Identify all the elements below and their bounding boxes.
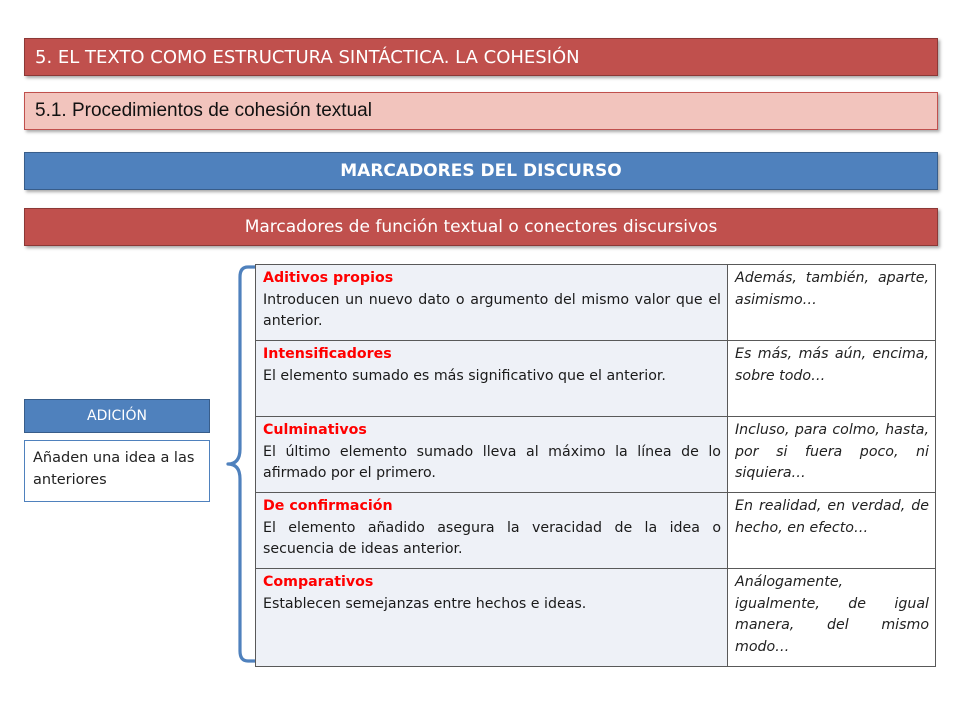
example-cell	[728, 417, 936, 493]
table-row	[256, 341, 936, 417]
curly-brace-icon	[210, 264, 260, 664]
type-cell	[256, 493, 728, 569]
example-cell	[728, 493, 936, 569]
marker-type: Comparativos	[263, 574, 374, 590]
marker-examples: Incluso, para colmo, hasta, por si fuera poco, ni siquiera…	[735, 422, 929, 481]
subsection-bar	[24, 208, 938, 246]
table-row	[256, 569, 936, 667]
type-cell	[256, 265, 728, 341]
table-row	[256, 417, 936, 493]
marker-type: Intensificadores	[263, 346, 392, 362]
marker-description: El último elemento sumado lleva al máximo la línea de lo afirmado por el primero.	[263, 443, 721, 481]
section-bar	[24, 152, 938, 190]
marker-examples: Además, también, aparte, asimismo…	[735, 270, 929, 308]
subsection-title: Marcadores de función textual o conectores discursivos	[244, 217, 718, 237]
example-cell	[728, 265, 936, 341]
page-subtitle: 5.1. Procedimientos de cohesión textual	[35, 100, 372, 121]
marker-description: El elemento añadido asegura la veracidad de la idea o secuencia de ideas anterior.	[263, 519, 721, 557]
marker-type: Aditivos propios	[263, 270, 394, 286]
subtitle-bar	[24, 92, 938, 130]
marker-type: Culminativos	[263, 422, 367, 438]
type-cell	[256, 569, 728, 667]
page-title: 5. EL TEXTO COMO ESTRUCTURA SINTÁCTICA. LA COHESIÓN	[35, 46, 580, 68]
category-label	[24, 399, 210, 433]
markers-table	[255, 264, 936, 667]
type-cell	[256, 341, 728, 417]
title-bar	[24, 38, 938, 76]
marker-description: Introducen un nuevo dato o argumento del mismo valor que el anterior.	[263, 291, 721, 329]
table-row	[256, 265, 936, 341]
category-description-text: Añaden una idea a las anteriores	[33, 450, 195, 488]
category-label-text: ADICIÓN	[87, 408, 147, 424]
marker-examples: Análogamente, igualmente, de igual manera, del mismo modo…	[735, 574, 929, 655]
table-row	[256, 493, 936, 569]
marker-description: El elemento sumado es más significativo que el anterior.	[263, 367, 666, 384]
category-description	[24, 440, 210, 502]
marker-description: Establecen semejanzas entre hechos e ideas.	[263, 595, 587, 612]
example-cell	[728, 341, 936, 417]
marker-type: De confirmación	[263, 498, 393, 514]
marker-examples: Es más, más aún, encima, sobre todo…	[735, 346, 929, 384]
example-cell	[728, 569, 936, 667]
section-title: MARCADORES DEL DISCURSO	[340, 161, 622, 181]
marker-examples: En realidad, en verdad, de hecho, en efecto…	[735, 498, 929, 536]
type-cell	[256, 417, 728, 493]
